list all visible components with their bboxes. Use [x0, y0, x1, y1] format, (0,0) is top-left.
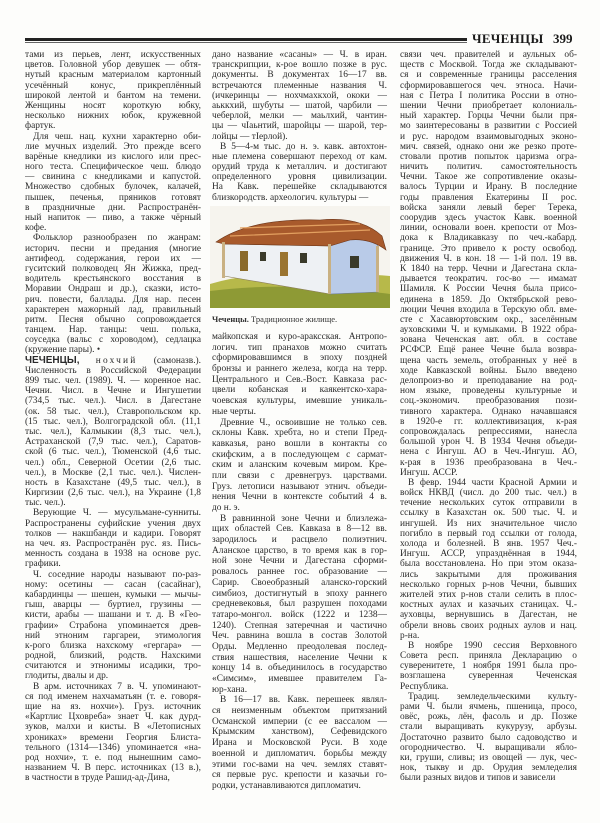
text-line: (ичкеринцы — нохчмахкхой, ококи — — [212, 90, 387, 101]
text-line: характерен мажорный лад, правильный — [25, 304, 201, 315]
text-line: лись закрытыми для проживания — [400, 569, 577, 580]
text-line: родной, близкий, родств. Нахскими — [25, 651, 201, 662]
text-line: нена с Ингуш. АО в Чеч.-Ингуш. АО, — [400, 447, 577, 458]
text-line: кабардинцы — шешен, кумыки — мычы- — [25, 589, 201, 600]
text-line: ссылку в Казахстан ок. 500 тыс. Ч. и — [400, 508, 577, 519]
text-line: люции Чечня входила в Терскую обл. вме- — [400, 304, 577, 315]
page-number: 399 — [553, 31, 573, 46]
text-line: «Картлис Цховреба» знает Ч. как дурд- — [25, 712, 201, 723]
text-line: 899 тыс. чел. (1989). Ч. — коренное нас. — [25, 376, 201, 386]
paragraph — [212, 142, 387, 203]
text-line: Фольклор разнообразен по жанрам: — [33, 233, 201, 244]
text-line: ные черты. — [212, 406, 257, 417]
text-line: этими гос-вами на чеч. землях ставят- — [212, 759, 387, 770]
text-line: встречаются племенные названия Ч. — [212, 80, 387, 91]
text-line: чел.), в Москве (2,1 тыс. чел.). Числен- — [25, 467, 201, 478]
text-line: Сарир. Своеобразный аланско-горский — [212, 577, 387, 588]
text-line: обрели вновь своих родных аулов и нац. — [400, 620, 577, 631]
text-line: тыс. чел.), Калмыкии (8,3 тыс. чел.), — [25, 426, 201, 437]
text-line: Ч. соседние народы называют по-раз- — [33, 569, 201, 580]
text-line: дано название «сасаны» — Ч. в иран. — [212, 50, 387, 60]
text-line: антифеод. содержания, герои их — — [25, 253, 201, 264]
text-line: Ингуш. АССР. — [400, 467, 458, 478]
text-line: дока к Владикавказу по чеч.-кабард. — [400, 233, 577, 244]
text-line: На Кавк. перешейке складываются — [212, 182, 387, 193]
text-line: определенного уровня цивилизации. — [212, 172, 387, 183]
text-line: симбиоз, достигнутый в эпоху раннего — [212, 588, 387, 599]
entry-head-word: ЧЕЧЕНЦЫ, — [25, 355, 80, 366]
text-line: историч. песни и предания (многие — [25, 243, 201, 254]
text-line: В ноябре 1990 сессия Верховного — [408, 640, 577, 651]
text-line: фартук. — [25, 121, 56, 132]
text-line: «Симсим», имевшее правителем Га- — [212, 674, 387, 684]
text-line: в 1920-е гг. коллективизация, к-рая — [400, 416, 577, 427]
text-line: шении Чечни приобретает колониаль- — [400, 100, 577, 111]
text-line: ся неизменным объектом притязаний — [212, 706, 387, 717]
text-line: погибло в первый год ссылки от голода, — [400, 528, 577, 539]
text-line: щие на яз. нохчи»). Груз. источник — [25, 702, 201, 712]
text-line: была восстановлена. Но при этом оказа- — [400, 559, 577, 570]
running-title: ЧЕЧЕНЦЫ — [472, 31, 544, 46]
text-line: движения Ч. в кон. 18 — 1-й пол. 19 вв. — [400, 253, 577, 264]
text-line: чел.) обл., Северной Осетии (2,6 тыс. — [25, 457, 201, 468]
text-line: нения Чечни в контексте событий 4 в. — [212, 492, 387, 503]
text-line: рич. повести, баллады. Для нар. песен — [25, 294, 201, 305]
text-line: Груз. летописи называют этнич. объеди- — [212, 481, 387, 492]
text-line: ные племена совершают переход от кам. — [212, 151, 387, 162]
text-line: зуков, малхи и кисты. В «Летописных — [25, 722, 201, 733]
text-line: возглашена суверенная Чеченская — [400, 671, 577, 682]
paragraph — [25, 508, 201, 569]
text-line: жителей этих р-нов стали селить в плос- — [400, 589, 577, 600]
text-line: графики. — [25, 559, 61, 570]
text-line: склоны Кавк. хребта, но и степи Пред- — [212, 428, 387, 439]
text-line: ный характер. Горцы Чечни были пря- — [400, 111, 577, 122]
text-line: в праздничные дни. Распространён- — [25, 202, 201, 213]
text-line: тами из перьев, лент, искусственных — [25, 50, 201, 60]
text-line: В 16—17 вв. Кавк. перешеек являл- — [220, 695, 387, 706]
text-line: границе. Это привело к росту освобод. — [400, 243, 577, 254]
text-line: соуседка (вальс с хороводом), седлацка — [25, 335, 201, 346]
text-line: Астраханской (7,9 тыс. чел.), Саратов- — [25, 437, 201, 448]
text-line: Аланское царство, в то время как в гор- — [212, 545, 387, 556]
text-line: лойцы — тIерлой). — [212, 131, 288, 142]
text-line: Численность в Российской Федерации — [25, 365, 201, 376]
text-line: 1240). Степная затеречная и частично — [212, 620, 387, 631]
text-line: ингушей. Из них значительное число — [400, 518, 577, 529]
text-line: к-рая в 1936 преобразована в Чеч.- — [400, 457, 577, 468]
text-line: ствия нашествия, население Чечни к — [212, 652, 387, 663]
text-line: логич. тип пранахов можно считать — [212, 342, 387, 353]
text-line: Женщины носят короткую юбку, — [25, 100, 201, 111]
text-line: Чечни. Числ. в Чечне и Ингушетии — [25, 386, 201, 397]
text-line: (734,5 тыс. чел.). Числ. в Дагестане — [25, 396, 201, 407]
text-line: сформировавшегося чеч. этноса. Начи- — [400, 80, 577, 91]
text-line: ном языке, проведены культурные и — [400, 386, 577, 397]
text-line: В 5—4-м тыс. до н. э. кавк. автохтон- — [220, 141, 387, 152]
text-line: войск НКВД (числ. до 200 тыс. чел.) в — [400, 488, 577, 499]
text-line: В арм. источниках 7 в. Ч. упоминают- — [33, 681, 201, 692]
text-line: гуситский полководец Ян Жижка, пред- — [25, 263, 201, 274]
text-line: зована Чеченская авт. обл. в составе — [400, 335, 577, 346]
text-line: Совета респ. приняла Декларацию о — [400, 651, 577, 662]
text-line: большой урон Ч. В 1934 Чечня объеди- — [400, 437, 577, 448]
text-line: ничить политич. самостоятельность — [400, 162, 577, 173]
text-line: ровалось раннее гос. образование — — [212, 567, 387, 578]
text-line: ся под именем нахчаматьян (т. е. говоря- — [25, 691, 201, 702]
text-line: Чечни. Такое же сопротивление оказы- — [400, 172, 577, 183]
entry-heading-line — [25, 356, 201, 366]
text-line: суверенитете, 1 ноября 1991 была про- — [400, 661, 577, 672]
text-line: менность создана в 1938 на основе рус. — [25, 549, 201, 560]
text-line: единена в 1859. До Октябрьской рево- — [400, 294, 577, 305]
text-line: рами Ч. были ячмень, пшеница, просо, — [400, 702, 577, 712]
text-line: близкородств. археологич. культуры — — [212, 192, 369, 203]
text-line: ритм. Песня обычно сопровождается — [25, 314, 201, 325]
text-line: ность в Казахстане (49,5 тыс. чел.), в — [25, 477, 201, 488]
text-line: пышек, печенья, пряников готовят — [25, 192, 201, 203]
paragraph — [212, 418, 387, 514]
text-line: овёс, рожь, лён, фасоль и др. Позже — [400, 712, 577, 723]
text-line: стовали против попыток царизма огра- — [400, 151, 577, 162]
text-line: кофе. — [25, 223, 47, 234]
text-line: графии» Страбона упоминается древ- — [25, 620, 201, 631]
text-line: в частности в труде Рашид-ад-Дина, — [25, 773, 170, 784]
text-line: и рус. народом взаимовыгодных эконо- — [400, 131, 577, 142]
text-line: ний этноним гаргареи, этимология — [25, 630, 201, 641]
text-line: РСФСР. Ещё ранее Чечне была возвра- — [400, 345, 577, 356]
text-line: Распространены суфийские учения двух — [25, 518, 201, 529]
text-line: чоевская культуры, имевшие уникаль- — [212, 396, 387, 407]
text-line: (ок. 58 тыс. чел.), Ставропольском кр. — [25, 406, 201, 417]
text-line: на чеч. яз. Распространён рус. яз. Пись- — [25, 539, 201, 549]
text-line: Киргизии (2,6 тыс. чел.), на Украине (1,8 — [25, 488, 201, 499]
text-line: Верующие Ч. — мусульмане-сунниты. — [33, 508, 201, 519]
text-line: Ирана и Московской Руси. В ходе — [212, 738, 387, 749]
text-line: В февр. 1944 части Красной Армии и — [408, 477, 577, 488]
text-line: тельного (1314—1346) упоминается «на- — [25, 742, 201, 753]
text-line: ного теста. Специфическое чеш. блюдо — [25, 162, 201, 173]
text-line: мо заинтересованы в развитии с Россией — [400, 121, 577, 132]
text-line: бронзы и раннего железа, когда на терр. — [212, 364, 387, 375]
text-line: водитель крестьянского восстания в — [25, 274, 201, 285]
text-line: течение нескольких суток отправили в — [400, 498, 577, 509]
text-line: Для чеш. нац. кухни характерно оби- — [33, 131, 201, 142]
text-line: Республика. — [400, 681, 449, 692]
paragraph — [400, 50, 577, 478]
text-line: соорудив здесь участок Кавк. военной — [400, 213, 577, 223]
text-line: ществ с Москвой. Тогда же складывают- — [400, 60, 577, 71]
text-line: широкой лентой и бантом на темени. — [25, 90, 201, 101]
text-line: ки, груши, сливы; из овощей — лук, чес- — [400, 752, 577, 763]
text-line: считаются и этнонимы исадики, тро- — [25, 661, 201, 672]
text-line: ходе Кавказской войны. Было введено — [400, 365, 577, 376]
text-line: Традиц. земледельческими культу- — [408, 691, 577, 702]
header-rule — [25, 38, 467, 41]
text-line: родки, устанавливаются дипломатич. — [212, 780, 361, 791]
text-line: ауховскими Ч. и кумыками. В 1922 обра- — [400, 325, 577, 336]
header-rule-thin — [25, 42, 467, 43]
entry-self-name-note: (самоназв.). — [153, 355, 201, 366]
text-line: документы. В документах 16—17 вв. — [212, 70, 387, 81]
text-line: были разных видов и типов и зависели — [400, 773, 556, 784]
paragraph — [25, 233, 201, 355]
text-line: — свинина с кнедликами и капустой. — [25, 172, 201, 183]
text-line: дывается теократич. гос-во — имамат — [400, 274, 577, 285]
text-line: род нохчи», т. е. под нынешним само- — [25, 752, 201, 763]
paragraph — [400, 478, 577, 641]
text-line: ный напиток — пиво, а также чёрный — [25, 213, 201, 223]
text-line: костных аулах и казачьих станицах. Ч.- — [400, 600, 577, 611]
text-line: орудий труда к металлич. и достигают — [212, 162, 387, 173]
text-line: холода и болезней. В янв. 1957 Чеч.- — [400, 539, 577, 549]
text-line: Моравии Ондраш и др.), сказки, исто- — [25, 284, 201, 295]
text-line: аьккхий, шубуты — шатой, чарбили — — [212, 100, 387, 111]
text-line: хрониках» времени Георгия Блиста- — [25, 732, 201, 743]
column-1 — [25, 50, 201, 784]
column-3 — [400, 50, 577, 784]
paragraph — [212, 514, 387, 696]
text-line: транскрипции, к-рое вошло позже в рус. — [212, 60, 387, 71]
text-line: тивного характера. Однако начавшаяся — [400, 406, 577, 417]
text-line: юр-хана. — [212, 684, 248, 695]
text-line: майкопская и куро-араксская. Антропо- — [212, 332, 387, 342]
text-line: ским и аланским кочевым миром. Кре- — [212, 460, 387, 471]
text-line: линии, основали воен. крепости от Моз- — [400, 223, 577, 234]
text-line: ауховцы, вернувшись в Дагестан, не — [400, 610, 577, 621]
text-line: средневековья, был разрушен походами — [212, 599, 387, 610]
text-line: стали выращивать кукурузу, арбузы. — [400, 722, 577, 733]
text-line: усечённый конус, прикреплённый — [25, 80, 201, 91]
text-line: тыс. чел.). — [25, 498, 66, 509]
text-line: сте с Хасавюртовским окр., заселённым — [400, 314, 577, 325]
text-line: огородничество. Ч. выращивали ябло- — [400, 742, 577, 753]
paragraph — [212, 695, 387, 791]
text-line: ся и современные границы расселения — [400, 70, 577, 81]
text-line: Чеч. равнина вошла в состав Золотой — [212, 631, 387, 642]
text-line: чеберлой, мелки — маьлхий, чантин- — [212, 111, 387, 122]
text-line: цы — чIаьнтий, шаройцы — шарой, тер- — [212, 121, 387, 132]
text-line: В равнинной зоне Чечни и близлежа- — [220, 513, 387, 524]
text-line: Орды. Медленно преодолевая послед- — [212, 641, 387, 652]
text-line: лие мучных изделий. Это прежде всего — [25, 141, 201, 152]
text-line: цветов. Головной убор девушек — обтя- — [25, 60, 201, 71]
text-line: соц.-экономич. преобразования пози- — [400, 396, 577, 407]
text-line: р-на. — [400, 630, 420, 641]
text-line: Множество сдобных булочек, калачей, — [25, 182, 201, 193]
text-line: Шамиля. К России Чечня была присо- — [400, 284, 577, 295]
paragraph — [400, 692, 577, 784]
caption-title: Чеченцы. — [212, 314, 249, 324]
text-line: танцем. Нар. танцы: чеш. полька, — [25, 325, 201, 336]
text-line: щих областей Сев. Кавказа в 8—12 вв. — [212, 524, 387, 535]
paragraph — [400, 641, 577, 692]
text-line: связи чеч. правителей и аульных об- — [400, 50, 577, 60]
text-line: ной зоне Чечни и Дагестана сформи- — [212, 556, 387, 567]
text-line: сопровождалась репрессиями, нанесла — [400, 426, 577, 437]
text-line: кавказья, рано вошли в контакты со — [212, 438, 387, 449]
text-line: (кружение пары). • — [25, 345, 101, 356]
text-line: цвели кобанская и каякентско-хара- — [212, 385, 387, 396]
text-line: гыш, аварцы — буртиел, грузины — — [25, 600, 201, 611]
text-line: ному: осетины — сасан (сасайнаг), — [25, 579, 201, 590]
text-line: глодиты, двалы и др. — [25, 671, 109, 682]
text-line: толков — накшбанди и кадири. Говорят — [25, 528, 201, 539]
text-line: Крымским ханством), Сефевидского — [212, 727, 387, 738]
text-line: войска заняли левый берег Терека, — [400, 202, 577, 213]
column-2-top — [212, 50, 387, 203]
paragraph — [25, 356, 201, 509]
text-line: скифским, а в последующем с сармат- — [212, 449, 387, 460]
caption-text: Традиционное жилище. — [248, 314, 338, 324]
text-line: делопроиз-во и преподавание на род- — [400, 376, 577, 386]
text-line: несколько горных р-нов Чечни, бывших — [400, 579, 577, 590]
paragraph — [25, 50, 201, 132]
text-line: военной и дипломатич. борьбы между — [212, 748, 387, 759]
entry-self-name: нохчий — [95, 355, 138, 366]
text-line: концу 14 в. объединилось в государство — [212, 663, 387, 674]
text-line: (15 тыс. чел.), Волгоградской обл. (11,1 — [25, 416, 201, 427]
text-line: Ингуш. АССР, упразднённая в 1944, — [400, 549, 577, 560]
traditional-dwelling-illustration — [210, 206, 390, 308]
text-line: названием Ч. В перс. источниках (13 в.), — [25, 763, 201, 774]
text-line: зародилось и расцвело полиэтнич. — [212, 535, 387, 546]
text-line: сформировавшимся в эпоху поздней — [212, 353, 387, 364]
text-line: Достаточно развито было садоводство и — [400, 732, 577, 743]
text-line: варёные кнедлики из кислого или прес- — [25, 151, 201, 162]
text-line: годы правления Екатерины II рос. — [400, 192, 577, 203]
paragraph — [25, 132, 201, 234]
text-line: кисти, арабы — шашани и т. д. В «Гео- — [25, 610, 201, 621]
text-line: ской (6 тыс. чел.), Тюменской (4,6 тыс. — [25, 447, 201, 458]
paragraph — [212, 332, 387, 418]
text-line: ся первые рус. крепости и казачьи го- — [212, 770, 387, 781]
text-line: нутый красным материалом картонный — [25, 70, 201, 81]
text-line: ная с Петра I политика России в отно- — [400, 90, 577, 101]
paragraph — [212, 50, 387, 142]
text-line: Древние Ч., освоившие не только сев. — [220, 417, 387, 428]
text-line: к-рого близка нахскому «гергара» — — [25, 640, 201, 651]
text-line: К 1840 на терр. Чечни и Дагестана скла- — [400, 263, 577, 274]
text-line: мич. связей, однако они же резко проте- — [400, 141, 577, 152]
text-line: до н. э. — [212, 503, 240, 513]
text-line: татаро-монгол. войск (1222 и 1238— — [212, 609, 387, 620]
text-line: Центрального и Сев.-Вост. Кавказа рас- — [212, 374, 387, 385]
figure-caption — [212, 314, 337, 324]
paragraph — [25, 682, 201, 784]
text-line: нок, тыкву и др. Орудия земледелия — [400, 763, 577, 774]
text-line: Османской империи (с ее вассалом — — [212, 716, 387, 727]
text-line: пли связи с древнегруз. царствами. — [212, 470, 387, 481]
column-2-bottom — [212, 332, 387, 792]
paragraph — [25, 570, 201, 682]
text-line: несколько нижних юбок, кружевной — [25, 111, 201, 122]
text-line: валось Турции и Ирану. В последние — [400, 182, 577, 193]
text-line: щена часть земель, отобранных у неё в — [400, 355, 577, 366]
